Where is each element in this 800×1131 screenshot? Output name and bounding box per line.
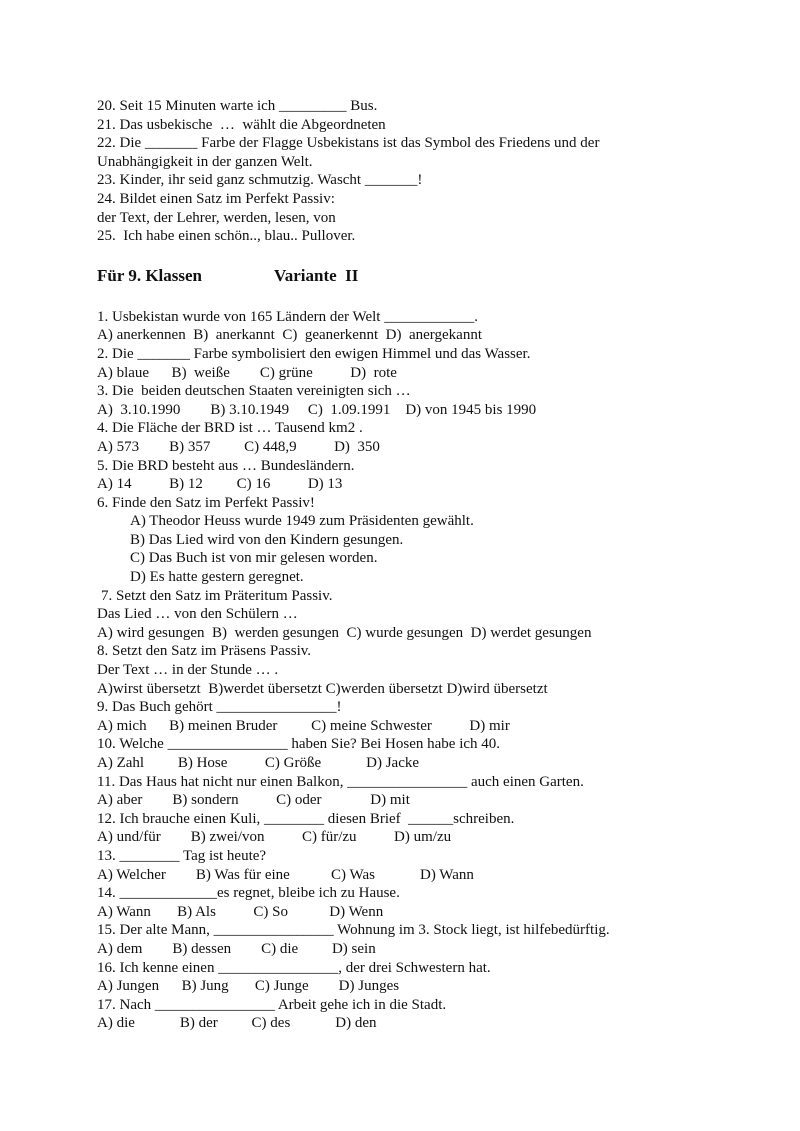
answer-options-1: A) anerkennen B) anerkannt C) geanerkennt D) anergekannt <box>97 327 482 344</box>
section-heading <box>97 265 737 287</box>
previous-questions <box>97 97 737 246</box>
question-4: 4. Die Fläche der BRD ist … Tausend km2 . <box>97 420 363 437</box>
answer-options-13: A) Welcher B) Was für eine C) Was D) Wann <box>97 866 474 883</box>
question-list <box>97 308 737 1033</box>
question-20: 20. Seit 15 Minuten warte ich _________ Bus. <box>97 98 378 114</box>
question-11: 11. Das Haus hat nicht nur einen Balkon, ________________ auch einen Garten. <box>97 773 584 790</box>
answer-options-5: A) 14 B) 12 C) 16 D) 13 <box>97 476 343 493</box>
question-15: 15. Der alte Mann, ________________ Wohnung im 3. Stock liegt, ist hilfebedürftig. <box>97 922 610 939</box>
question-24: 24. Bildet einen Satz im Perfekt Passiv: <box>97 190 335 207</box>
question-25: 25. Ich habe einen schön.., blau.. Pullover. <box>97 228 356 245</box>
question-10: 10. Welche ________________ haben Sie? Bei Hosen habe ich 40. <box>97 736 501 753</box>
question-24-words: der Text, der Lehrer, werden, lesen, von <box>97 209 336 226</box>
answer-options-11: A) aber B) sondern C) oder D) mit <box>97 792 410 809</box>
question-8-sentence: Der Text … in der Stunde … . <box>97 662 279 679</box>
option-6d: D) Es hatte gestern geregnet. <box>130 569 304 586</box>
answer-options-3: A) 3.10.1990 B) 3.10.1949 C) 1.09.1991 D) von 1945 bis 1990 <box>97 401 537 418</box>
answer-options-2: A) blaue B) weiße C) grüne D) rote <box>97 364 397 381</box>
question-1: 1. Usbekistan wurde von 165 Ländern der Welt ____________. <box>97 308 478 325</box>
answer-options-17: A) die B) der C) des D) den <box>97 1015 377 1032</box>
question-12: 12. Ich brauche einen Kuli, ________ diesen Brief ______schreiben. <box>97 810 515 827</box>
question-21: 21. Das usbekische … wählt die Abgeordneten <box>97 116 386 133</box>
question-14: 14. _____________es regnet, bleibe ich zu Hause. <box>97 885 400 902</box>
answer-options-7: A) wird gesungen B) werden gesungen C) wurde gesungen D) werdet gesungen <box>97 624 592 641</box>
question-23: 23. Kinder, ihr seid ganz schmutzig. Wascht _______! <box>97 172 423 189</box>
question-2: 2. Die _______ Farbe symbolisiert den ewigen Himmel und das Wasser. <box>97 345 531 362</box>
answer-options-9: A) mich B) meinen Bruder C) meine Schwester D) mir <box>97 717 510 734</box>
answer-options-12: A) und/für B) zwei/von C) für/zu D) um/zu <box>97 829 452 846</box>
answer-options-15: A) dem B) dessen C) die D) sein <box>97 940 376 957</box>
answer-options-8: A)wirst übersetzt B)werdet übersetzt C)werden übersetzt D)wird übersetzt <box>97 680 548 697</box>
variant-title: Variante II <box>274 265 359 285</box>
class-title: Für 9. Klassen <box>97 265 203 285</box>
question-3: 3. Die beiden deutschen Staaten vereinigten sich … <box>97 383 411 400</box>
question-6: 6. Finde den Satz im Perfekt Passiv! <box>97 494 315 511</box>
question-22: 22. Die _______ Farbe der Flagge Usbekistans ist das Symbol des Friedens und der <box>97 135 600 152</box>
question-13: 13. ________ Tag ist heute? <box>97 847 267 864</box>
answer-options-10: A) Zahl B) Hose C) Größe D) Jacke <box>97 755 420 771</box>
question-22-continued: Unabhängigkeit in der ganzen Welt. <box>97 153 313 170</box>
question-7-sentence: Das Lied … von den Schülern … <box>97 606 298 623</box>
question-17: 17. Nach ________________ Arbeit gehe ich in die Stadt. <box>97 996 447 1013</box>
answer-options-16: A) Jungen B) Jung C) Junge D) Junges <box>97 978 400 995</box>
question-7: 7. Setzt den Satz im Präteritum Passiv. <box>101 587 333 604</box>
question-8: 8. Setzt den Satz im Präsens Passiv. <box>97 643 312 660</box>
worksheet-page <box>97 97 737 1033</box>
answer-options-4: A) 573 B) 357 C) 448,9 D) 350 <box>97 438 380 455</box>
question-16: 16. Ich kenne einen ________________, der drei Schwestern hat. <box>97 959 491 976</box>
option-6b: B) Das Lied wird von den Kindern gesungen. <box>130 531 404 548</box>
answer-options-14: A) Wann B) Als C) So D) Wenn <box>97 903 384 920</box>
question-5: 5. Die BRD besteht aus … Bundesländern. <box>97 457 355 474</box>
question-9: 9. Das Buch gehört ________________! <box>97 699 342 716</box>
option-6a: A) Theodor Heuss wurde 1949 zum Präsidenten gewählt. <box>130 513 474 530</box>
option-6c: C) Das Buch ist von mir gelesen worden. <box>130 550 378 567</box>
